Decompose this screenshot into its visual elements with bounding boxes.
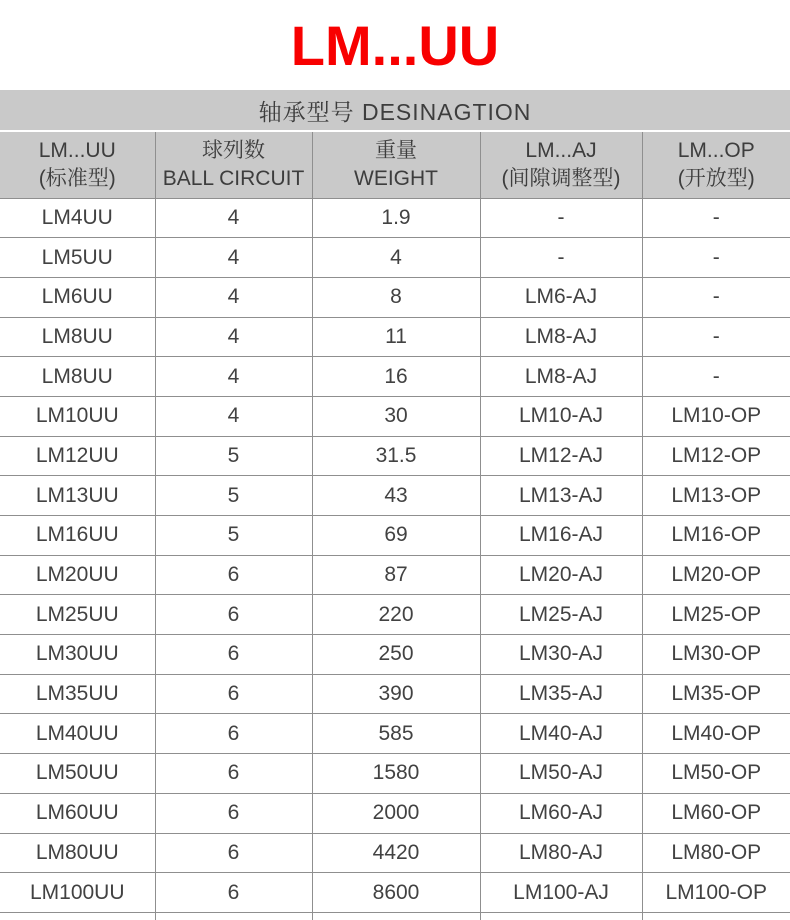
- cell-weight: 30: [312, 396, 480, 436]
- cell-weight: 4420: [312, 833, 480, 873]
- cell-op-model: LM10-OP: [642, 396, 790, 436]
- table-row: [0, 754, 790, 794]
- cell-aj-model: -: [480, 238, 642, 278]
- cell-op-model: LM13-OP: [642, 476, 790, 516]
- cell-op-model: [642, 912, 790, 920]
- cell-aj-model: -: [480, 198, 642, 238]
- cell-model: LM40UU: [0, 714, 155, 754]
- table-row: [0, 793, 790, 833]
- cell-weight: 2000: [312, 793, 480, 833]
- cell-model: LM25UU: [0, 595, 155, 635]
- table-row: [0, 396, 790, 436]
- cell-op-model: LM12-OP: [642, 436, 790, 476]
- cell-model: LM30UU: [0, 635, 155, 675]
- column-header-line1: LM...OP: [677, 139, 755, 163]
- cell-aj-model: LM100-AJ: [480, 873, 642, 913]
- cell-weight: 16: [312, 357, 480, 397]
- column-header-weight: [312, 132, 480, 198]
- cell-model: LM16UU: [0, 516, 155, 556]
- cell-ball-circuit: 4: [155, 198, 312, 238]
- cell-weight: 1580: [312, 754, 480, 794]
- cell-op-model: LM40-OP: [642, 714, 790, 754]
- column-header-line1: LM...UU: [38, 139, 116, 163]
- column-header-open-type: [642, 132, 790, 198]
- bearing-designation-table: [0, 132, 790, 920]
- cell-weight: 220: [312, 595, 480, 635]
- table-row: [0, 476, 790, 516]
- cell-aj-model: [480, 912, 642, 920]
- cell-aj-model: LM6-AJ: [480, 277, 642, 317]
- page-title: LM...UU: [290, 13, 500, 77]
- cell-weight: 11: [312, 317, 480, 357]
- cell-weight: [312, 912, 480, 920]
- cell-op-model: LM16-OP: [642, 516, 790, 556]
- table-row: [0, 238, 790, 278]
- cell-op-model: LM50-OP: [642, 754, 790, 794]
- cell-weight: 43: [312, 476, 480, 516]
- table-row: [0, 555, 790, 595]
- cell-model: LM10UU: [0, 396, 155, 436]
- cell-ball-circuit: 4: [155, 357, 312, 397]
- cell-model: LM12UU: [0, 436, 155, 476]
- cell-aj-model: LM20-AJ: [480, 555, 642, 595]
- column-header-line2: (间隙调整型): [501, 166, 621, 190]
- column-header-line2: WEIGHT: [354, 166, 438, 190]
- cell-model: [0, 912, 155, 920]
- cell-aj-model: LM80-AJ: [480, 833, 642, 873]
- table-row: [0, 674, 790, 714]
- table-row: [0, 436, 790, 476]
- cell-model: LM100UU: [0, 873, 155, 913]
- cell-ball-circuit: 6: [155, 595, 312, 635]
- table-caption: 轴承型号 DESINAGTION: [0, 90, 790, 130]
- cell-op-model: -: [642, 317, 790, 357]
- cell-ball-circuit: 5: [155, 476, 312, 516]
- column-header-ball-circuit: [155, 132, 312, 198]
- cell-ball-circuit: [155, 912, 312, 920]
- cell-model: LM5UU: [0, 238, 155, 278]
- cell-weight: 31.5: [312, 436, 480, 476]
- cell-op-model: LM35-OP: [642, 674, 790, 714]
- cell-ball-circuit: 5: [155, 516, 312, 556]
- cell-op-model: -: [642, 277, 790, 317]
- cell-model: LM35UU: [0, 674, 155, 714]
- column-header-line2: BALL CIRCUIT: [162, 166, 305, 190]
- cell-weight: 4: [312, 238, 480, 278]
- cell-aj-model: LM40-AJ: [480, 714, 642, 754]
- cell-aj-model: LM13-AJ: [480, 476, 642, 516]
- cell-ball-circuit: 6: [155, 555, 312, 595]
- table-row: [0, 357, 790, 397]
- cell-weight: 69: [312, 516, 480, 556]
- cell-ball-circuit: 6: [155, 833, 312, 873]
- column-header-line1: 球列数: [202, 139, 265, 163]
- cell-model: LM4UU: [0, 198, 155, 238]
- cell-op-model: LM80-OP: [642, 833, 790, 873]
- cell-aj-model: LM35-AJ: [480, 674, 642, 714]
- cell-op-model: LM30-OP: [642, 635, 790, 675]
- cell-aj-model: LM8-AJ: [480, 317, 642, 357]
- cell-weight: 87: [312, 555, 480, 595]
- table-row: [0, 317, 790, 357]
- cell-model: LM20UU: [0, 555, 155, 595]
- cell-weight: 8: [312, 277, 480, 317]
- cell-ball-circuit: 4: [155, 277, 312, 317]
- table-row: [0, 714, 790, 754]
- cell-ball-circuit: 6: [155, 674, 312, 714]
- cell-aj-model: LM8-AJ: [480, 357, 642, 397]
- table-row: [0, 833, 790, 873]
- cell-ball-circuit: 6: [155, 714, 312, 754]
- table-row: [0, 912, 790, 920]
- cell-model: LM80UU: [0, 833, 155, 873]
- cell-ball-circuit: 6: [155, 635, 312, 675]
- table-row: [0, 198, 790, 238]
- cell-op-model: LM20-OP: [642, 555, 790, 595]
- cell-model: LM13UU: [0, 476, 155, 516]
- cell-ball-circuit: 5: [155, 436, 312, 476]
- column-header-adjustable-type: [480, 132, 642, 198]
- table-row: [0, 635, 790, 675]
- header-row: [0, 132, 790, 198]
- cell-ball-circuit: 6: [155, 873, 312, 913]
- cell-weight: 1.9: [312, 198, 480, 238]
- cell-ball-circuit: 6: [155, 754, 312, 794]
- column-header-standard-type: [0, 132, 155, 198]
- table-row: [0, 873, 790, 913]
- cell-aj-model: LM50-AJ: [480, 754, 642, 794]
- cell-aj-model: LM12-AJ: [480, 436, 642, 476]
- cell-op-model: LM100-OP: [642, 873, 790, 913]
- cell-op-model: LM25-OP: [642, 595, 790, 635]
- cell-weight: 8600: [312, 873, 480, 913]
- table-row: [0, 277, 790, 317]
- cell-weight: 585: [312, 714, 480, 754]
- cell-model: LM50UU: [0, 754, 155, 794]
- cell-weight: 250: [312, 635, 480, 675]
- cell-op-model: -: [642, 198, 790, 238]
- cell-aj-model: LM10-AJ: [480, 396, 642, 436]
- cell-weight: 390: [312, 674, 480, 714]
- column-header-line1: 重量: [375, 139, 417, 163]
- cell-op-model: LM60-OP: [642, 793, 790, 833]
- table-row: [0, 516, 790, 556]
- cell-aj-model: LM30-AJ: [480, 635, 642, 675]
- cell-ball-circuit: 4: [155, 317, 312, 357]
- cell-ball-circuit: 6: [155, 793, 312, 833]
- cell-aj-model: LM25-AJ: [480, 595, 642, 635]
- cell-aj-model: LM60-AJ: [480, 793, 642, 833]
- cell-model: LM8UU: [0, 317, 155, 357]
- table-row: [0, 595, 790, 635]
- cell-ball-circuit: 4: [155, 238, 312, 278]
- cell-op-model: -: [642, 357, 790, 397]
- cell-aj-model: LM16-AJ: [480, 516, 642, 556]
- cell-model: LM8UU: [0, 357, 155, 397]
- column-header-line2: (开放型): [677, 166, 755, 190]
- column-header-line1: LM...AJ: [525, 139, 597, 163]
- cell-op-model: -: [642, 238, 790, 278]
- column-header-line2: (标准型): [38, 166, 116, 190]
- cell-ball-circuit: 4: [155, 396, 312, 436]
- cell-model: LM6UU: [0, 277, 155, 317]
- cell-model: LM60UU: [0, 793, 155, 833]
